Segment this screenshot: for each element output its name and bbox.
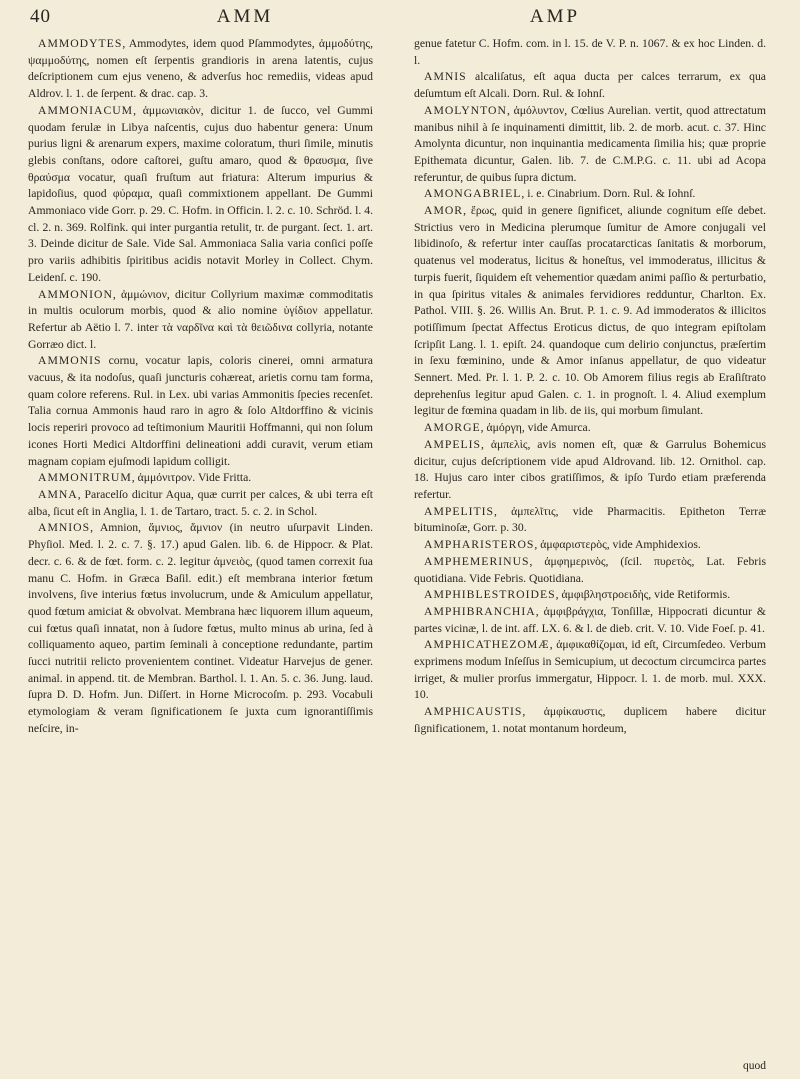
entry-headword: AMNA [38,487,78,501]
entry-headword: AMPHIBRANCHIA [424,604,536,618]
entry-headword: AMORGE [424,421,481,435]
entry-ammonitrum [28,470,373,487]
entry-amna [28,487,373,520]
running-header [30,6,770,32]
page-number: 40 [30,6,51,27]
left-guide-word: AMM [216,6,274,27]
entry-headword: AMMONIS [38,354,102,368]
entry-headword: AMPHICATHEZOMÆ [424,638,550,652]
entry-amnios-continued [414,36,766,69]
entry-body: , ἀμφίκαυστις, duplicem habere dicitur ſignificationem, 1. notat montanum hordeum, [414,705,766,735]
right-column [414,36,766,738]
entry-body: , ἔρως, quid in genere ſignificet, aliunde cognitum eſſe debet. Strictius vero in Medicina plerumque ſumitur de Amore conjugali vel libidinoſo, & refertur inter cauſſas procatarcticas ſanitatis & morborum, quatenus vel moderatus, licitus & honeſtus, vel immoderatus, illicitus & turpis fuerit, ſiquidem eſt vehementior quædam animi paſſio & perturbatio, in qua ſpiritus vitales & animales fervidiores redduntur, Charlton. Ex. Pathol. VIII. §. 26. Willis An. Brut. P. 1. c. 9. Ad immoderatos & illicitos potiſſimum ſpectat Affectus Eroticus dictus, de quo integram epiſtolam ſcripſit Lang. l. 1. epiſt. 24. quandoque cum delirio conjunctus, præſertim in ſexu fœminino, unde & Amor inſanus appellatur, de quo videatur Sennert. Med. Pr. l. 1. P. 2. c. 10. Ob Amorem filius regis ab Eraſiſtrato deprehenſus legitur apud Galen. c. 1. in prognoſt. l. 4. Aliud exemplum legitur de fœmina quadam in lib. de iis, qui morbum ſimulant. [414,204,766,418]
entry-ammonis-cornu [28,353,373,470]
entry-body: , ἀμμωνιακὸν, dicitur 1. de ſucco, vel Gummi quodam ferulæ in Libya naſcentis, cujus duo habentur genera: Unum purius ligni & arenarum expers, maxime coloratum, thuri ſimile, minutis glebis conſtans, odore caſtorei, guſtu amaro, quod & θραυσμα, ſive θραύσμα vocatur, quaſi fruſtum aut friatura: Alterum impurius & lapidoſius, quod φύραμα, quaſi commixtionem appellant. De Gummi Ammoniaco vide Gorr. p. 29. C. Hofm. in Officin. l. 2. c. 10. Schröd. l. 4. cl. 2. n. 369. Rolfink. qui inter purgantia retulit, tr. de purgant. ſect. 1. art. 3. Deinde dicitur de Sale. Vide Sal. Ammoniaca Salia varia conſici poſſe pro variis adhibitis ſpiritibus acidis notavit Morley in Collect. Chym. Leidenſ. c. 190. [28,103,373,284]
entry-amongabriel [414,186,766,203]
entry-body: , ἀμόλυντον, Cœlius Aurelian. vertit, quod attrectatum manibus nihil à ſe inquinamenti dimittit, lib. 2. de morb. acut. c. 37. Hinc Amolynta dicuntur, non inquinantia medicamenta ſimilia his; quæ proprie Epithemata dicuntur, Galen. lib. 7. de C.M.P.G. c. 11. ubi ad Acopa referuntur, de quibus ſupra dictum. [414,103,766,184]
entry-body: , ἀμμώνιον, dicitur Collyrium maximæ commoditatis in multis oculorum morbis, quod & alio nomine ὑγίδιον appellatur. Refertur ab Aëtio l. 7. inter τὰ ναρδῖνα καὶ τὰ θειῶδινα collyria, notante Gorræo dict. l. [28,287,373,351]
entry-amphiblestroides [414,587,766,604]
entry-amnis [414,69,766,102]
entry-amorge [414,420,766,437]
entry-body: , i. e. Cinabrium. Dorn. Rul. & Iohnſ. [521,187,696,201]
entry-headword: AMMODYTES [38,37,123,50]
entry-body: genue fatetur C. Hofm. com. in l. 15. de V. P. n. 1067. & ex hoc Linden. d. l. [414,37,766,67]
entry-body: cornu, vocatur lapis, coloris cinerei, omni armatura vacuus, & ita nodoſus, quaſi juncturis cohæreat, arietis cornu tam forma, quam colore referens. Rul. in Lex. ubi varias Ammonitis ſpecies recenſet. Talia cornua Ammonis haud raro in agro & ſolo Altdorffino & vicinis locis reperiri provoco ad teſtimonium Mauritii Hoffmanni, qui non ſolum icones Horti Medici Altdorffini delineationi addi curavit, verum etiam magnam copiam ejuſmodi lapidum colligit. [28,354,373,468]
entry-headword: AMMONIACUM [38,103,134,117]
entry-headword: AMMONION [38,287,113,301]
entry-body: , ἀμφαριστερὸς, vide Amphidexios. [534,538,701,552]
entry-body: , ἀμπελὶς, avis nomen eſt, quæ & Garrulus Bohemicus dicitur, cujus deſcriptionem vide apud Aldrovand. lib. 12. Ornithol. cap. 18. Hujus caro inter cibos gratiſſimos, & ipſo Turdo etiam præferenda refertur. [414,437,766,501]
entry-body: alcaliſatus, eſt aqua ducta per calces terrarum, ex qua deſumtum eſt Alcali. Dorn. Rul. & Iohnſ. [414,70,766,101]
left-column [28,36,373,738]
entry-headword: AMPELITIS [424,504,495,518]
entry-headword: AMNIS [424,70,467,84]
entry-amor [414,203,766,420]
entry-headword: AMOLYNTON [424,103,507,117]
entry-body: , Amnion, ἄμνιος, ἄμνιον (in neutro uſurpavit Linden. Phyſiol. Med. l. 2. c. 7. §. 17.) apud Galen. lib. 6. de Hippocr. & Plat. decr. c. 6. & de fœt. form. c. 2. legitur ἀμνειὸς, (quod tamen correxit ſua manu C. Hofm. in Græca Baſil. edit.) eſt membrana interior fœtum involvens, ſive interius fœtus involucrum, unde & Amiculum appellatur, quod fœtum amiciat & obvolvat. Membrana hæc liquorem illum aqueum, cui fœtus quaſi innatat, non à ſudore fœtus, multo minus ab urina, ſed à colliquamento aqueo, partim ſeminali à conceptione redundante, partim ſucci nutritii relicto provenientem continet. Videatur Harvejus de gener. animal. in append. tit. de Membran. Barthol. l. 1. An. 5. c. 36. Jung. laud. ſupra D. D. Hofm. Jun. Diſſert. in Horne Microcoſm. p. 293. Vocabuli etymologiam & veram ſignificationem ſe juxta cum ignorantiſſimis neſcire, in- [28,521,373,735]
entry-ampelitis [414,504,766,537]
right-guide-word: AMP [529,6,581,27]
entry-body: , ἀμόργη, vide Amurca. [480,421,591,435]
entry-ampharisteros [414,537,766,554]
entry-body: , ἀμφημερινὸς, (ſcil. πυρετὸς, Lat. Febris quotidiana. Vide Febris. Quotidiana. [414,554,766,585]
entry-amphicaustis [414,704,766,737]
entry-headword: AMPHARISTEROS [424,538,535,552]
entry-body: , ἀμμόνιτρον. Vide Fritta. [131,471,252,485]
entry-ampelis [414,437,766,504]
entry-body: , ἀμφικαθίζομαι, id eſt, Circumſedeo. Verbum exprimens modum Inſeſſus in Semicupium, ut decoctum circumcirca partes irriget, & mulier prorſus immergatur, Hippocr. l. 1. de morb. mul. XXX. 10. [414,638,766,702]
entry-ammonion [28,287,373,354]
entry-body: , Paracelſo dicitur Aqua, quæ currit per calces, & ubi terra eſt alba, ſicut eſt in Anglia, l. 1. de Tartaro, tract. 5. c. 2. in Schol. [28,487,373,518]
entry-headword: AMPHIBLESTROIDES [424,588,556,602]
entry-amolynton [414,103,766,187]
entry-headword: AMONGABRIEL [424,187,522,201]
entry-ammoniacum [28,103,373,287]
entry-headword: AMPHICAUSTIS [424,705,523,719]
entry-body: , ἀμφιβληστροειδὴς, vide Retiformis. [555,588,731,602]
entry-headword: AMNIOS [38,521,91,535]
entry-amnios [28,520,373,737]
entry-headword: AMPELIS [424,437,482,451]
entry-amphibranchia [414,604,766,637]
entry-headword: AMPHEMERINUS [424,554,530,568]
entry-ammodytes [28,36,373,103]
entry-body: , ἀμφιβράγχια, Tonſillæ, Hippocrati dicuntur & partes vicinæ, l. de int. aff. LX. 6. & l. de dieb. crit. V. 10. Vide Foeſ. p. 41. [414,604,766,635]
catchword: quod [743,1060,766,1072]
entry-body: , ἀμπελῖτις, vide Pharmacitis. Epitheton Terræ bituminoſæ, Gorr. p. 30. [414,504,766,535]
entry-headword: AMMONITRUM [38,471,132,485]
entry-headword: AMOR [424,204,464,218]
entry-amphemerinus [414,554,766,587]
entry-body: , Ammodytes, idem quod Pſammodytes, ἀμμοδύτης, ψαμμοδύτης, nomen eſt ſerpentis grandioris in arena latentis, cujus deſcriptionem cum ejus veneno, & adverſus hoc remediis, videas apud Aldrov. l. 1. de ſerpent. & drac. cap. 3. [28,37,373,101]
entry-amphicathezomae [414,637,766,704]
